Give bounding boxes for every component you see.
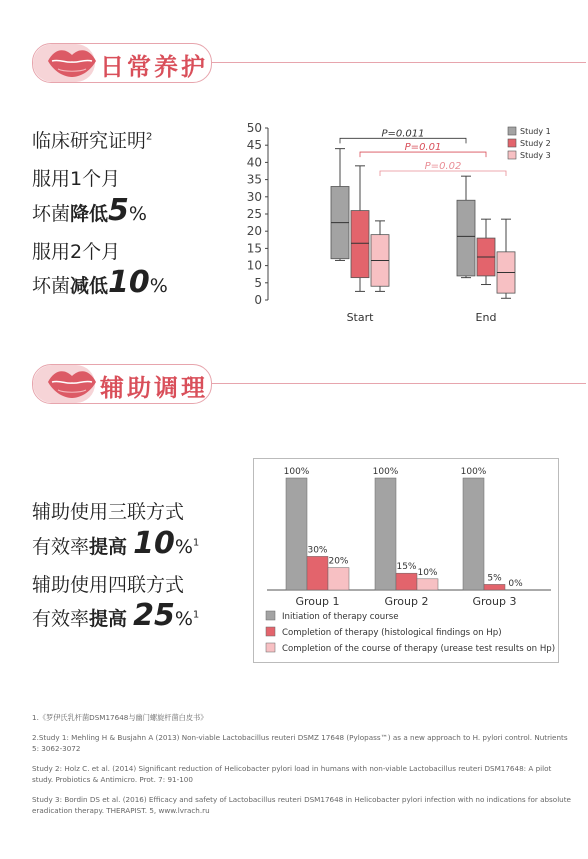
reference-3: Study 2: Holz C. et al. (2014) Significant reduction of Helicobacter pylori load in humans with non-viable Lactobacillus reuteri DSM17648: A pilot study. Probiotics & Antimicro. Prot. 7: 91-100 [32,764,552,784]
legend-label: Study 1 [520,127,551,136]
legend-swatch [266,611,275,620]
legend-swatch [508,127,516,135]
bar-label: 100% [372,467,399,477]
y-tick-label: 15 [246,241,262,256]
month2-prefix: 坏菌 [32,275,71,297]
box-body [457,200,475,276]
reference-1: 1.《罗伊氏乳杆菌DSM17648与幽门螺旋杆菌白皮书》 [32,713,208,722]
y-tick-label: 10 [246,258,262,273]
y-tick-label: 45 [246,138,262,153]
legend-label: Initiation of therapy course [282,612,399,622]
legend-label: Completion of the course of therapy (urease test results on Hp) [282,644,556,654]
y-tick-label: 25 [246,207,262,221]
triple-value: 10 [133,526,175,561]
legend-label: Study 2 [520,139,551,148]
clinical-proof-sup: 2 [146,131,153,143]
bar-label: 100% [460,467,487,477]
section2-title: 辅助调理 [100,374,208,402]
box-body [351,211,369,278]
bar [307,556,328,590]
legend-swatch [266,643,275,652]
bar-label: 10% [417,567,438,578]
bar-label: 15% [396,562,417,573]
legend-label: Study 3 [520,151,551,160]
legend-swatch [508,139,516,147]
month1-prefix: 坏菌 [32,203,71,225]
triple-prefix: 有效率 [32,536,90,558]
bar-label: 20% [328,556,349,567]
legend-swatch [508,151,516,159]
month1-value: 5 [108,193,129,228]
month2-bold: 减低 [70,275,109,297]
boxplot-chart [238,118,558,330]
quad-label: 辅助使用四联方式 [32,574,185,596]
p-value-label: P=0.02 [424,161,462,172]
section2-divider [210,383,586,384]
triple-bold: 提高 [89,536,128,558]
month2-value: 10 [108,265,150,300]
section1-title: 日常养护 [100,53,208,81]
month1-result [32,193,147,228]
month2-unit: % [149,275,168,297]
bar [417,579,438,590]
legend-swatch [266,627,275,636]
y-tick-label: 40 [246,155,262,170]
x-tick-label: End [475,311,497,324]
bar [286,478,307,590]
month1-bold: 降低 [70,203,109,225]
triple-result [32,526,199,561]
lips-icon [46,366,98,400]
y-tick-label: 5 [254,275,262,290]
bar [463,478,484,590]
p-value-label: P=0.01 [404,142,442,154]
p-value-label: P=0.011 [381,128,425,140]
y-tick-label: 0 [254,293,262,307]
quad-prefix: 有效率 [32,608,90,630]
bar [328,568,349,590]
y-tick-label: 50 [246,121,262,135]
x-tick-label: Group 3 [472,595,517,608]
month1-label: 服用1个月 [32,168,121,190]
y-tick-label: 30 [246,189,262,204]
y-tick-label: 35 [246,172,262,187]
quad-value: 25 [133,598,175,633]
bar-label: 5% [487,573,502,584]
references [32,712,572,816]
reference-4: Study 3: Bordin DS et al. (2016) Efficacy and safety of Lactobacillus reuteri DSM17648 in Helicobacter pylori infection with no indications for absolute eradication therapy. THERAPIST. 5, www.lvrach.ru [32,795,571,815]
x-tick-label: Group 1 [295,595,340,608]
bar-label: 30% [307,545,328,556]
bar-label: 100% [283,467,310,477]
section1-divider [210,62,586,63]
barchart-frame [253,458,559,663]
bar-label: 0% [508,579,523,589]
triple-sup: 1 [192,537,200,549]
quad-bold: 提高 [89,608,128,630]
month1-unit: % [128,203,147,225]
clinical-proof-text [32,126,152,153]
bar [396,573,417,590]
quad-unit: % [174,608,193,630]
month2-label: 服用2个月 [32,241,121,263]
bar [484,584,505,590]
quad-result [32,598,199,633]
bar [375,478,396,590]
x-tick-label: Start [346,311,374,324]
reference-2: 2.Study 1: Mehling H & Busjahn A (2013) Non-viable Lactobacillus reuteri DSMZ 17648 (Pylopass™) as a new approach to H. pylori control. Nutrients 5: 3062-3072 [32,733,568,753]
bar-chart [254,459,558,662]
lips-icon [46,45,98,79]
triple-label: 辅助使用三联方式 [32,501,185,523]
clinical-proof-label: 临床研究证明 [32,130,147,152]
legend-label: Completion of therapy (histological findings on Hp) [282,628,502,638]
month2-result [32,265,168,300]
triple-unit: % [174,536,193,558]
y-tick-label: 20 [246,224,262,239]
x-tick-label: Group 2 [384,595,429,608]
quad-sup: 1 [192,609,200,621]
